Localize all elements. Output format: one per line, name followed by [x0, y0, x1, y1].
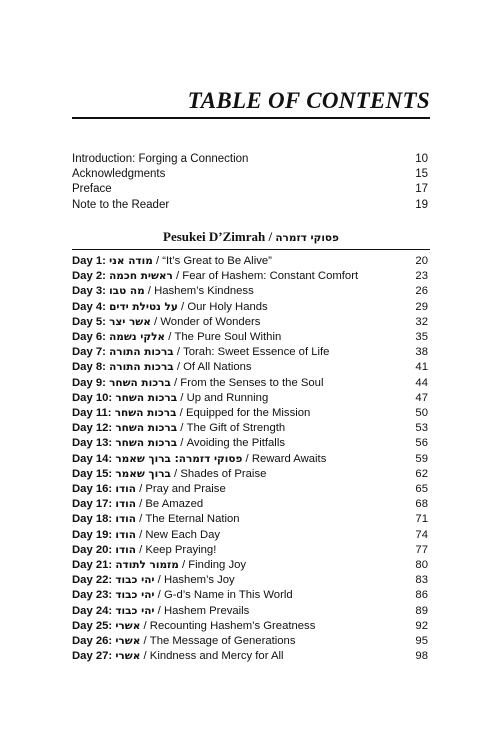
entry-title: Introduction: Forging a Connection — [72, 153, 249, 165]
day-label: Day 1: — [72, 255, 106, 267]
toc-entry-day[interactable] — [72, 345, 428, 360]
entry-text — [72, 543, 216, 558]
hebrew-prayer-name: ברכות השחר — [115, 437, 178, 450]
entry-title: / Shades of Praise — [170, 467, 267, 480]
toc-entry-day[interactable] — [72, 315, 428, 330]
entry-title: / New Each Day — [135, 528, 221, 541]
entry-title: / From the Senses to the Soul — [170, 376, 324, 389]
day-label: Day 2: — [72, 270, 106, 283]
day-label: Day 23: — [72, 589, 113, 602]
page-number: 86 — [415, 589, 428, 602]
day-label: Day 8: — [72, 361, 106, 374]
entry-title: / Equipped for the Mission — [176, 407, 311, 420]
entry-text — [72, 482, 226, 497]
toc-entry-day[interactable] — [72, 284, 428, 299]
toc-entry-day[interactable] — [72, 330, 428, 345]
entry-text — [72, 315, 260, 330]
entry-title: / Up and Running — [177, 391, 269, 404]
hebrew-prayer-name: הודו — [115, 543, 136, 556]
hebrew-prayer-name: הודו — [115, 513, 136, 526]
front-matter-list — [72, 152, 428, 213]
hebrew-prayer-name: אלקי נשמה — [109, 331, 166, 344]
entry-text — [72, 376, 323, 391]
toc-entry-day[interactable] — [72, 528, 428, 543]
entry-text — [72, 604, 249, 619]
hebrew-prayer-name: ברכות השחר — [115, 391, 178, 404]
toc-entry-day[interactable] — [72, 634, 428, 649]
day-label: Day 4: — [72, 300, 106, 313]
page-number: 68 — [415, 498, 428, 511]
hebrew-prayer-name: אשר יצר — [109, 315, 151, 328]
entry-title: / The Pure Soul Within — [165, 331, 282, 344]
section-heading — [72, 229, 430, 245]
day-label: Day 19: — [72, 528, 113, 541]
entry-text — [72, 254, 272, 269]
toc-entry-day[interactable] — [72, 269, 428, 284]
toc-entry[interactable] — [72, 167, 428, 182]
day-label: Day 15: — [72, 467, 113, 480]
day-label: Day 10: — [72, 391, 113, 404]
entry-title: / Hashem Prevails — [154, 604, 250, 617]
page-number: 56 — [415, 437, 428, 450]
day-label: Day 7: — [72, 346, 106, 359]
toc-entry[interactable] — [72, 152, 428, 167]
toc-entry-day[interactable] — [72, 376, 428, 391]
hebrew-prayer-name: הודו — [115, 528, 136, 541]
toc-entry-day[interactable] — [72, 421, 428, 436]
page-number: 32 — [415, 315, 428, 328]
page-number: 98 — [415, 650, 428, 663]
toc-entry-day[interactable] — [72, 573, 428, 588]
entry-title: / Recounting Hashem’s Greatness — [140, 619, 316, 632]
entry-text — [72, 634, 295, 649]
days-list — [72, 254, 428, 664]
day-label: Day 20: — [72, 543, 113, 556]
toc-entry-day[interactable] — [72, 482, 428, 497]
page-number: 59 — [415, 452, 428, 465]
entry-title: / The Message of Generations — [140, 635, 296, 648]
entry-text — [72, 406, 310, 421]
toc-entry-day[interactable] — [72, 436, 428, 451]
hebrew-prayer-name: יהי כבוד — [115, 574, 155, 587]
day-label: Day 21: — [72, 559, 113, 572]
day-label: Day 13: — [72, 437, 113, 450]
page-number: 53 — [415, 422, 428, 435]
entry-title: / The Gift of Strength — [177, 422, 286, 435]
hebrew-prayer-name: על נטילת ידים — [109, 300, 178, 313]
day-label: Day 11: — [72, 407, 112, 420]
entry-text — [72, 649, 284, 664]
hebrew-prayer-name: ברכות השחר — [114, 407, 177, 420]
page-number: 15 — [415, 168, 428, 181]
entry-title: / G-d’s Name in This World — [154, 589, 293, 602]
toc-entry-day[interactable] — [72, 300, 428, 315]
entry-title: / Fear of Hashem: Constant Comfort — [172, 270, 359, 283]
hebrew-prayer-name: הודו — [115, 483, 136, 496]
toc-entry-day[interactable] — [72, 588, 428, 603]
entry-title: / Keep Praying! — [135, 543, 217, 556]
entry-title: / “It’s Great to Be Alive” — [152, 255, 272, 267]
page-number: 38 — [415, 346, 428, 359]
entry-title: Preface — [72, 183, 112, 196]
page-number: 47 — [415, 391, 428, 404]
toc-entry-day[interactable] — [72, 604, 428, 619]
toc-entry-day[interactable] — [72, 452, 428, 467]
entry-text — [72, 467, 266, 482]
day-label: Day 16: — [72, 483, 113, 496]
page-number: 41 — [415, 361, 428, 374]
section-divider — [72, 249, 430, 250]
entry-text — [72, 436, 285, 451]
page-title: TABLE OF CONTENTS — [187, 88, 430, 113]
day-label: Day 5: — [72, 315, 106, 328]
entry-title: / Avoiding the Pitfalls — [177, 437, 285, 450]
page-number: 10 — [415, 153, 428, 165]
entry-title: / Hashem’s Joy — [154, 574, 235, 587]
page-number: 17 — [415, 183, 428, 196]
day-label: Day 6: — [72, 331, 106, 344]
section-title-hebrew: פסוקי דזמרה — [275, 232, 339, 244]
hebrew-prayer-name: ברכות התורה — [109, 361, 174, 374]
page-number: 71 — [415, 513, 428, 526]
page-number: 77 — [415, 543, 428, 556]
entry-title: / Wonder of Wonders — [150, 315, 261, 328]
entry-title: / Finding Joy — [178, 559, 247, 572]
hebrew-prayer-name: אשרי — [115, 650, 141, 663]
day-label: Day 27: — [72, 650, 113, 663]
page-number: 35 — [415, 331, 428, 344]
entry-text — [72, 619, 315, 634]
hebrew-prayer-name: אשרי — [115, 635, 141, 648]
toc-entry-day[interactable] — [72, 619, 428, 634]
toc-entry-day[interactable] — [72, 558, 428, 573]
hebrew-prayer-name: מה טבו — [109, 285, 145, 298]
entry-title: / Kindness and Mercy for All — [140, 650, 284, 663]
page-number: 19 — [415, 198, 428, 211]
entry-title: / Reward Awaits — [242, 452, 327, 465]
hebrew-prayer-name: ברכות השחר — [115, 422, 178, 435]
hebrew-prayer-name: פסוקי דזמרה: ברוך שאמר — [115, 452, 243, 465]
page-number: 62 — [415, 467, 428, 480]
hebrew-prayer-name: ברכות השחר — [109, 376, 171, 389]
entry-text — [72, 391, 268, 406]
entry-text — [72, 345, 329, 360]
toc-entry-day[interactable] — [72, 406, 428, 421]
hebrew-prayer-name: הודו — [115, 498, 136, 511]
entry-text — [72, 558, 246, 573]
day-label: Day 3: — [72, 285, 106, 298]
hebrew-prayer-name: ברוך שאמר — [115, 467, 171, 480]
toc-entry-day[interactable] — [72, 391, 428, 406]
toc-entry[interactable] — [72, 182, 428, 197]
toc-entry-day[interactable] — [72, 543, 428, 558]
hebrew-prayer-name: ראשית חכמה — [109, 270, 173, 283]
day-label: Day 24: — [72, 604, 113, 617]
entry-text — [72, 452, 326, 467]
page-number: 23 — [415, 270, 428, 283]
day-label: Day 18: — [72, 513, 113, 526]
entry-text — [72, 588, 293, 603]
page-number: 83 — [415, 574, 428, 587]
toc-entry-day[interactable] — [72, 649, 428, 664]
entry-title: / Pray and Praise — [135, 483, 226, 496]
entry-title: / Of All Nations — [173, 361, 252, 374]
entry-title: / Our Holy Hands — [177, 300, 268, 313]
page-number: 44 — [415, 376, 428, 389]
toc-entry-day[interactable] — [72, 512, 428, 527]
day-label: Day 26: — [72, 635, 113, 648]
day-label: Day 14: — [72, 452, 113, 465]
entry-title: / The Eternal Nation — [135, 513, 240, 526]
entry-title: / Hashem’s Kindness — [144, 285, 254, 298]
title-divider — [72, 117, 430, 119]
page-number: 50 — [415, 407, 428, 420]
day-label: Day 17: — [72, 498, 113, 511]
day-label: Day 12: — [72, 422, 113, 435]
hebrew-prayer-name: ברכות התורה — [109, 346, 174, 359]
entry-title: / Torah: Sweet Essence of Life — [173, 346, 330, 359]
entry-text — [72, 528, 220, 543]
page-number: 80 — [415, 559, 428, 572]
day-label: Day 25: — [72, 619, 113, 632]
day-label: Day 9: — [72, 376, 106, 389]
page-number: 74 — [415, 528, 428, 541]
entry-title: / Be Amazed — [135, 498, 204, 511]
toc-entry-day[interactable] — [72, 254, 428, 269]
day-label: Day 22: — [72, 574, 113, 587]
entry-title: Note to the Reader — [72, 198, 170, 211]
hebrew-prayer-name: יהי כבוד — [115, 604, 155, 617]
hebrew-prayer-name: מזמור לתודה — [115, 559, 179, 572]
entry-text — [72, 360, 252, 375]
entry-text — [72, 284, 254, 299]
page-number: 65 — [415, 483, 428, 496]
page-number: 26 — [415, 285, 428, 298]
entry-text — [72, 330, 281, 345]
entry-text — [72, 512, 240, 527]
toc-entry-day[interactable] — [72, 497, 428, 512]
entry-text — [72, 497, 203, 512]
page-number: 92 — [415, 619, 428, 632]
entry-title: Acknowledgments — [72, 168, 166, 181]
hebrew-prayer-name: מודה אני — [109, 255, 153, 267]
page-number: 20 — [415, 255, 428, 267]
entry-text — [72, 300, 268, 315]
hebrew-prayer-name: אשרי — [115, 619, 141, 632]
hebrew-prayer-name: יהי כבוד — [115, 589, 155, 602]
page-number: 29 — [415, 300, 428, 313]
entry-text — [72, 573, 235, 588]
section-title-english: Pesukei D’Zimrah / — [163, 229, 276, 244]
toc-entry-day[interactable] — [72, 360, 428, 375]
page-number: 89 — [415, 604, 428, 617]
entry-text — [72, 269, 358, 284]
toc-entry[interactable] — [72, 198, 428, 213]
toc-entry-day[interactable] — [72, 467, 428, 482]
entry-text — [72, 421, 285, 436]
page-number: 95 — [415, 635, 428, 648]
